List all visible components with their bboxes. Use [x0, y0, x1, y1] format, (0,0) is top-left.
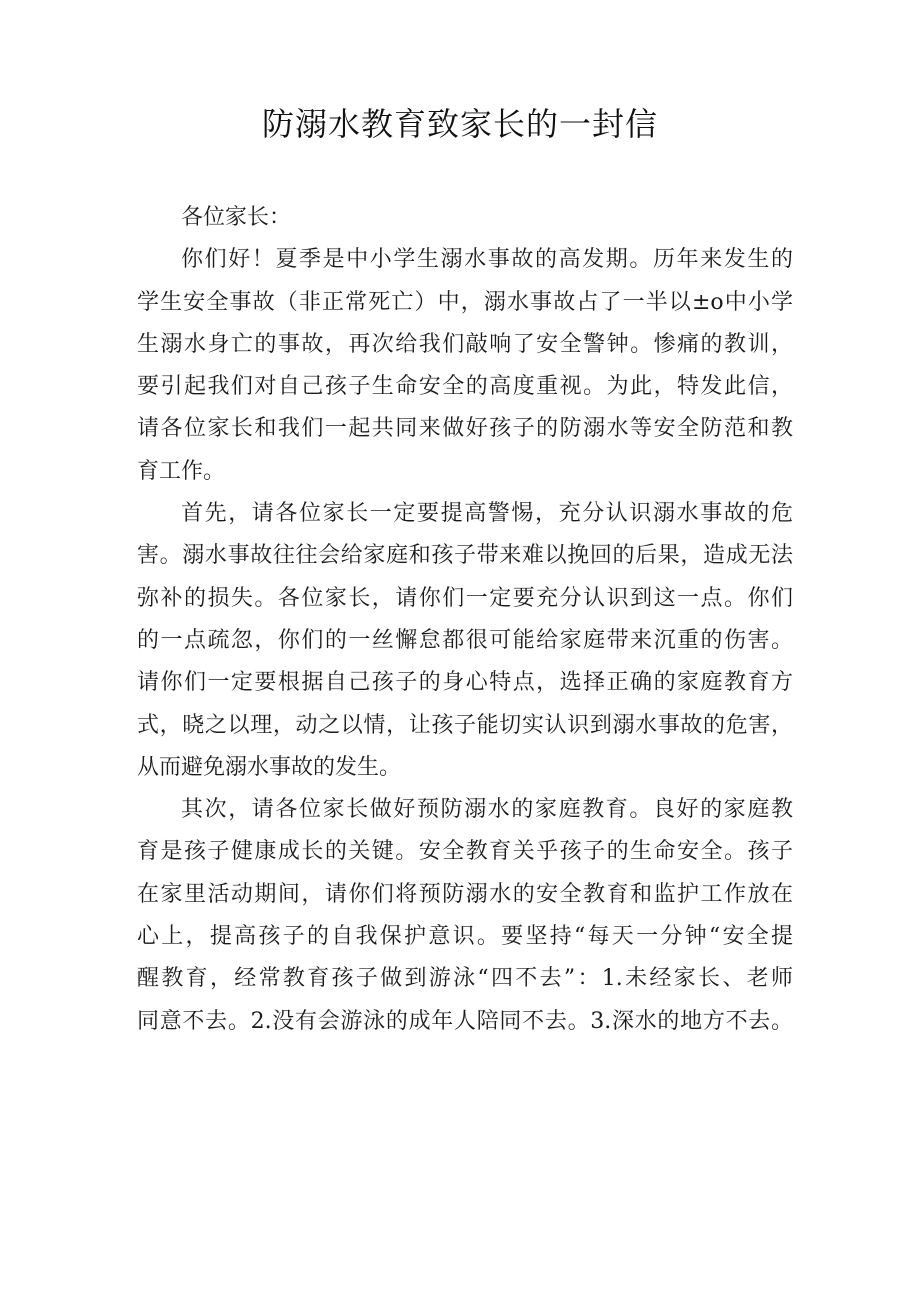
salutation: 各位家长： — [181, 205, 292, 230]
text-line: 醒教育，经常教育孩子做到游泳“四不去”：1.未经家长、老师 — [137, 966, 793, 992]
text-line: 在家里活动期间，请你们将预防溺水的安全教育和监护工作放在 — [137, 881, 793, 907]
paragraph-1 — [137, 239, 793, 493]
text-line: 生溺水身亡的事故，再次给我们敲响了安全警钟。惨痛的教训， — [137, 331, 793, 357]
document-title: 防溺水教育致家长的一封信 — [261, 105, 658, 143]
letter-body — [137, 197, 793, 1043]
text-line: 学生安全事故（非正常死亡）中，溺水事故占了一半以±o中小学 — [137, 289, 793, 315]
text-line: 首先，请各位家长一定要提高警惕，充分认识溺水事故的危 — [181, 501, 793, 527]
text-line: 育是孩子健康成长的关键。安全教育关乎孩子的生命安全。孩子 — [137, 839, 793, 865]
text-line: 式，晓之以理，动之以情，让孩子能切实认识到溺水事故的危害， — [137, 712, 793, 738]
text-line: 同意不去。2.没有会游泳的成年人陪同不去。3.深水的地方不去。 — [137, 1008, 793, 1034]
text-line: 弥补的损失。各位家长，请你们一定要充分认识到这一点。你们 — [137, 585, 793, 611]
text-line: 害。溺水事故往往会给家庭和孩子带来难以挽回的后果，造成无法 — [137, 543, 793, 569]
text-line: 其次，请各位家长做好预防溺水的家庭教育。良好的家庭教 — [181, 797, 793, 823]
text-line: 请你们一定要根据自己孩子的身心特点，选择正确的家庭教育方 — [137, 670, 793, 696]
text-line: 要引起我们对自己孩子生命安全的高度重视。为此，特发此信， — [137, 374, 793, 400]
text-line: 请各位家长和我们一起共同来做好孩子的防溺水等安全防范和教 — [137, 416, 793, 442]
text-line: 的一点疏忽，你们的一丝懈怠都很可能给家庭带来沉重的伤害。 — [137, 627, 793, 653]
text-line: 心上，提高孩子的自我保护意识。要坚持“每天一分钟“安全提 — [137, 924, 793, 950]
text-line: 从而避免溺水事故的发生。 — [137, 754, 402, 780]
text-line: 育工作。 — [137, 458, 226, 484]
paragraph-2 — [137, 493, 793, 789]
paragraph-3 — [137, 789, 793, 1043]
text-line: 你们好！夏季是中小学生溺水事故的高发期。历年来发生的 — [181, 247, 793, 273]
